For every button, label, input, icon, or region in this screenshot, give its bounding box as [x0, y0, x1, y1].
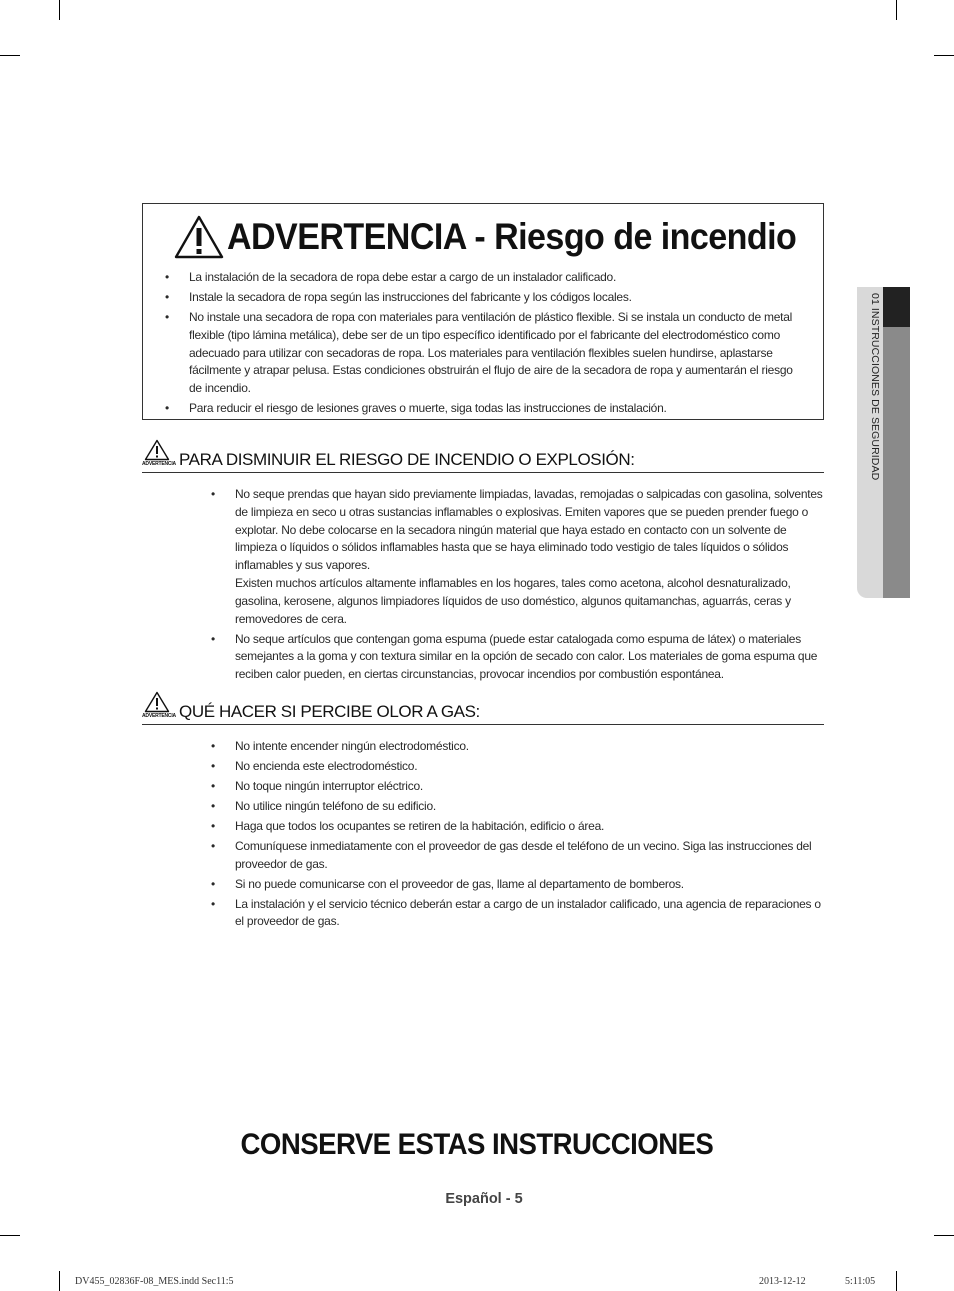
fire-explosion-list: [235, 486, 825, 686]
crop-mark: [896, 0, 897, 20]
warning-triangle-icon: [173, 214, 225, 260]
gas-odor-section-header: [142, 691, 824, 725]
section-title: PARA DISMINUIR EL RIESGO DE INCENDIO O EXPLOSIÓN:: [179, 450, 635, 469]
list-item: [235, 486, 825, 628]
warning-box-list: [189, 269, 799, 420]
warning-badge-label: ADVERTENCIA: [142, 713, 176, 719]
list-item: • Instale la secadora de ropa según las instrucciones del fabricante y los códigos locales.: [189, 289, 799, 307]
fire-risk-warning-box: [142, 203, 824, 420]
list-item: • Haga que todos los ocupantes se retiren de la habitación, edificio o área.: [235, 818, 825, 836]
crop-mark: [934, 55, 954, 56]
list-item: • No toque ningún interruptor eléctrico.: [235, 778, 825, 796]
conserve-instructions-text: CONSERVE ESTAS INSTRUCCIONES: [240, 1128, 714, 1161]
list-item: • La instalación de la secadora de ropa debe estar a cargo de un instalador calificado.: [189, 269, 799, 287]
gas-odor-list: [235, 738, 825, 933]
warning-badge: [142, 691, 176, 719]
list-item: • No utilice ningún teléfono de su edificio.: [235, 798, 825, 816]
chapter-tab-marker: [883, 287, 910, 327]
footer-date: 2013-12-12: [759, 1276, 806, 1287]
chapter-tab-bar: [883, 327, 910, 598]
fire-explosion-section-header: [142, 439, 824, 473]
page-number: Español - 5: [445, 1191, 523, 1207]
warning-box-title: ADVERTENCIA - Riesgo de incendio: [227, 216, 797, 257]
warning-box-header: [173, 214, 846, 260]
chapter-tab-label: 01 INSTRUCCIONES DE SEGURIDAD: [869, 293, 881, 481]
crop-mark: [934, 1235, 954, 1236]
footer-file-info: DV455_02836F-08_MES.indd Sec11:5: [75, 1276, 234, 1287]
list-item-note: Existen muchos artículos altamente inflamables en los hogares, tales como acetona, alcohol desnaturalizado, gasolina, kerosene, algunos limpiadores líquidos de uso doméstico, algunos quitamanchas, aguarrás, ceras y removedores de cera.: [235, 575, 791, 626]
chapter-tab: [857, 287, 910, 598]
footer-time: 5:11:05: [845, 1276, 876, 1287]
warning-badge: [142, 439, 176, 467]
crop-mark: [896, 1271, 897, 1291]
warning-triangle-icon: [144, 691, 170, 713]
list-item: • Comuníquese inmediatamente con el proveedor de gas desde el teléfono de un vecino. Siga las instrucciones del proveedor de gas.: [235, 838, 825, 874]
warning-badge-label: ADVERTENCIA: [142, 461, 176, 467]
conserve-instructions-heading: [0, 1128, 954, 1162]
crop-mark: [59, 1271, 60, 1291]
list-item: • La instalación y el servicio técnico deberán estar a cargo de un instalador calificado, una agencia de reparaciones o el proveedor de gas.: [235, 896, 825, 932]
list-item: • Si no puede comunicarse con el proveedor de gas, llame al departamento de bomberos.: [235, 876, 825, 894]
crop-mark: [0, 55, 20, 56]
list-item-text: No seque prendas que hayan sido previamente limpiadas, lavadas, remojadas o salpicadas con gasolina, solventes de limpieza en seco u otras sustancias inflamables o explosivas. Emiten vapores que se pueden prender fuego o explotar. No debe colocarse en la secadora ningún material que haya estado en contacto con un solvente de limpieza o líquidos o sólidos inflamables hasta que se haya eliminado todo vestigio de tales líquidos o sólidos inflamables y sus vapores.: [235, 487, 823, 573]
warning-triangle-icon: [144, 439, 170, 461]
list-item: • No intente encender ningún electrodoméstico.: [235, 738, 825, 756]
crop-mark: [0, 1235, 20, 1236]
list-item: • No seque artículos que contengan goma espuma (puede estar catalogada como espuma de látex) o materiales semejantes a la goma y con textura similar en la opción de secado con calor. Los materiales de goma espuma que reciben calor pueden, en ciertas circunstancias, provocar incendios por combustión espontánea.: [235, 631, 825, 684]
crop-mark: [59, 0, 60, 20]
list-item: • No instale una secadora de ropa con materiales para ventilación de plástico flexible. Si se instala un conducto de metal flexible (tipo lámina metálica), debe ser de un tipo específico identificado por el fabricante del electrodoméstico como adecuado para utilizar con secadoras de ropa. Los materiales para ventilación flexibles suelen hundirse, aplastarse fácilmente y atrapar pelusa. Estas condiciones obstruirán el flujo de aire de la secadora de ropa y aumentarán el riesgo de incendio.: [189, 309, 799, 398]
list-item: • No encienda este electrodoméstico.: [235, 758, 825, 776]
section-title: QUÉ HACER SI PERCIBE OLOR A GAS:: [179, 702, 480, 721]
list-item: • Para reducir el riesgo de lesiones graves o muerte, siga todas las instrucciones de instalación.: [189, 400, 799, 418]
